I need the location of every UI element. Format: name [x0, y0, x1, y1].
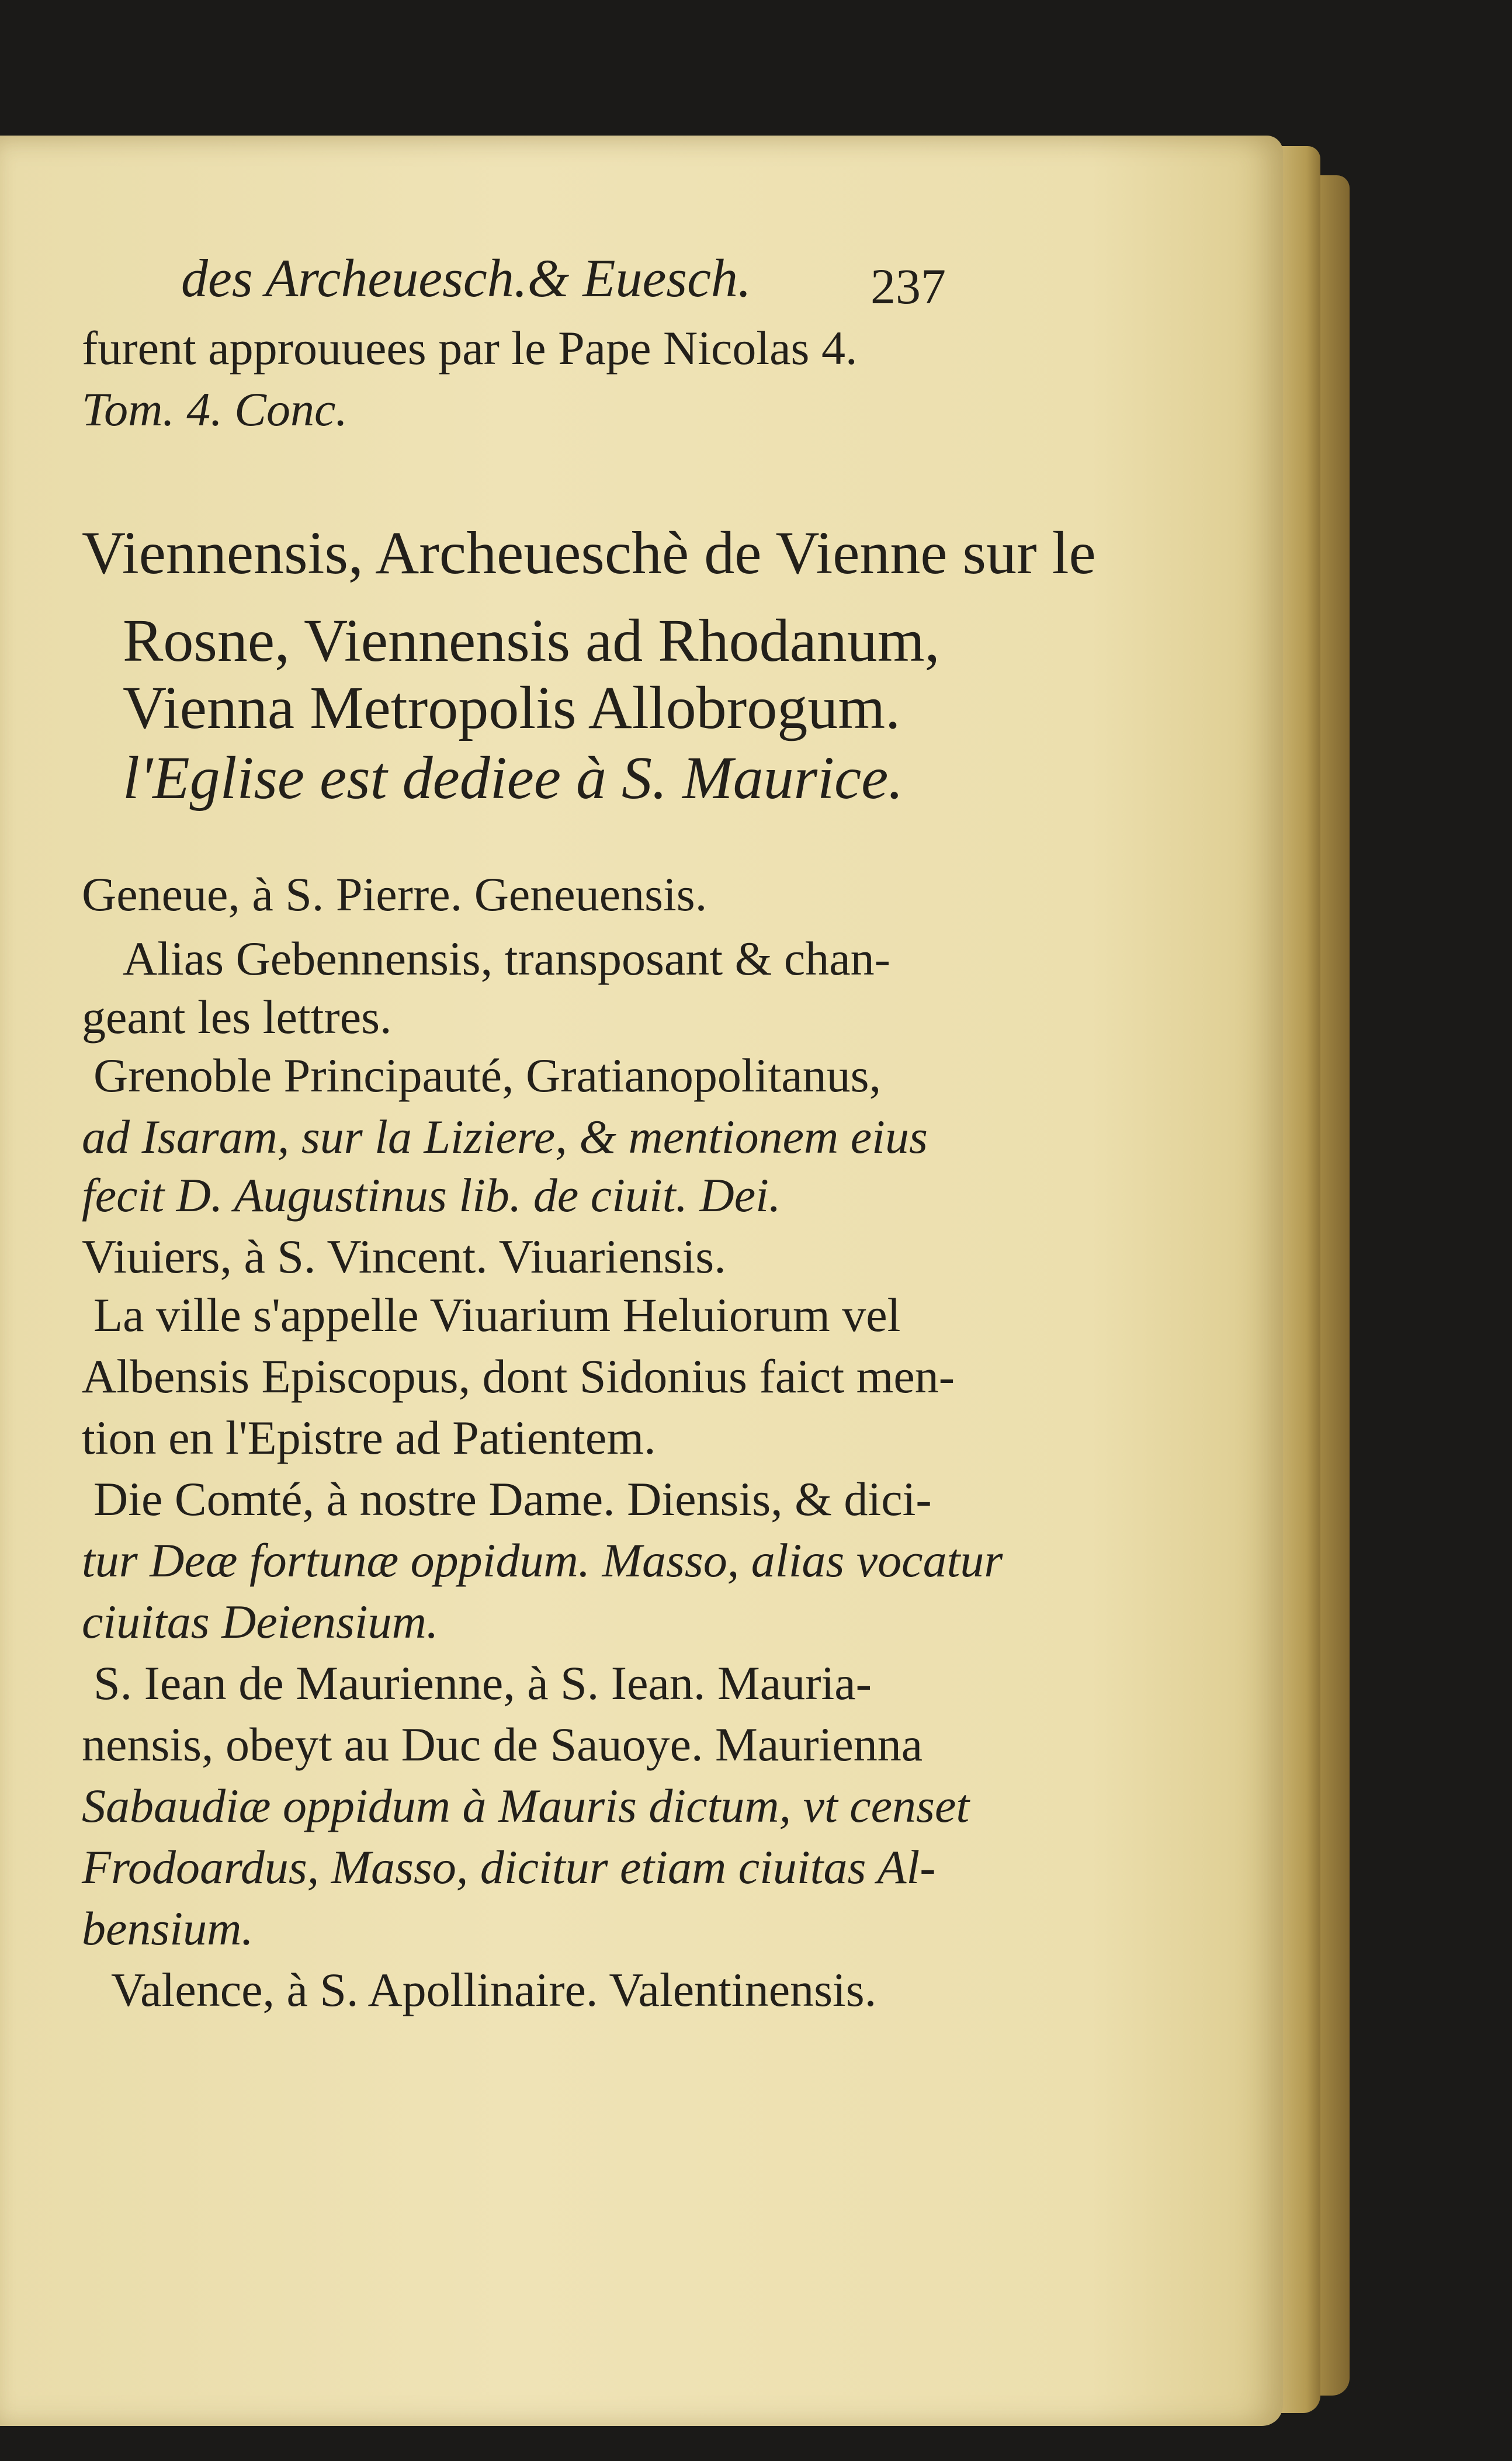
text-line: La ville s'appelle Viuarium Heluiorum vel [93, 1288, 901, 1342]
text-line: Valence, à S. Apollinaire. Valentinensis. [111, 1963, 877, 2016]
text-line: Geneue, à S. Pierre. Geneuensis. [82, 868, 708, 921]
text-line: fecit D. Augustinus lib. de ciuit. Dei. [82, 1169, 781, 1222]
text-line: nensis, obeyt au Duc de Sauoye. Maurienna [82, 1718, 923, 1771]
text-line: Vienna Metropolis Allobrogum. [123, 674, 901, 741]
text-line: Grenoble Principauté, Gratianopolitanus, [93, 1049, 882, 1102]
text-line: furent approuuees par le Pape Nicolas 4. [82, 321, 858, 375]
text-line: Frodoardus, Masso, dicitur etiam ciuitas Al- [82, 1840, 936, 1894]
text-line: ad Isaram, sur la Liziere, & mentionem eius [82, 1110, 928, 1163]
page-number: 237 [871, 258, 946, 314]
text-line: Albensis Episcopus, dont Sidonius faict men- [82, 1350, 955, 1403]
text-line: geant les lettres. [82, 990, 392, 1044]
text-line: S. Iean de Maurienne, à S. Iean. Mauria- [93, 1656, 872, 1710]
text-line: bensium. [82, 1902, 254, 1955]
text-line: l'Eglise est dediee à S. Maurice. [123, 744, 904, 812]
text-line: Rosne, Viennensis ad Rhodanum, [123, 607, 940, 674]
text-line: Viuiers, à S. Vincent. Viuariensis. [82, 1230, 726, 1283]
text-line: Sabaudiæ oppidum à Mauris dictum, vt censet [82, 1779, 970, 1832]
text-line: tur Deæ fortunæ oppidum. Masso, alias vocatur [82, 1534, 1003, 1587]
text-line: Tom. 4. Conc. [82, 383, 348, 436]
text-line: Viennensis, Archeueschè de Vienne sur le [82, 519, 1096, 587]
text-line: Alias Gebennensis, transposant & chan- [123, 932, 890, 985]
text-line: Die Comté, à nostre Dame. Diensis, & dici- [93, 1472, 932, 1526]
running-title: des Archeuesch.& Euesch. [181, 248, 751, 308]
text-line: tion en l'Epistre ad Patientem. [82, 1411, 656, 1464]
text-line: ciuitas Deiensium. [82, 1595, 439, 1648]
